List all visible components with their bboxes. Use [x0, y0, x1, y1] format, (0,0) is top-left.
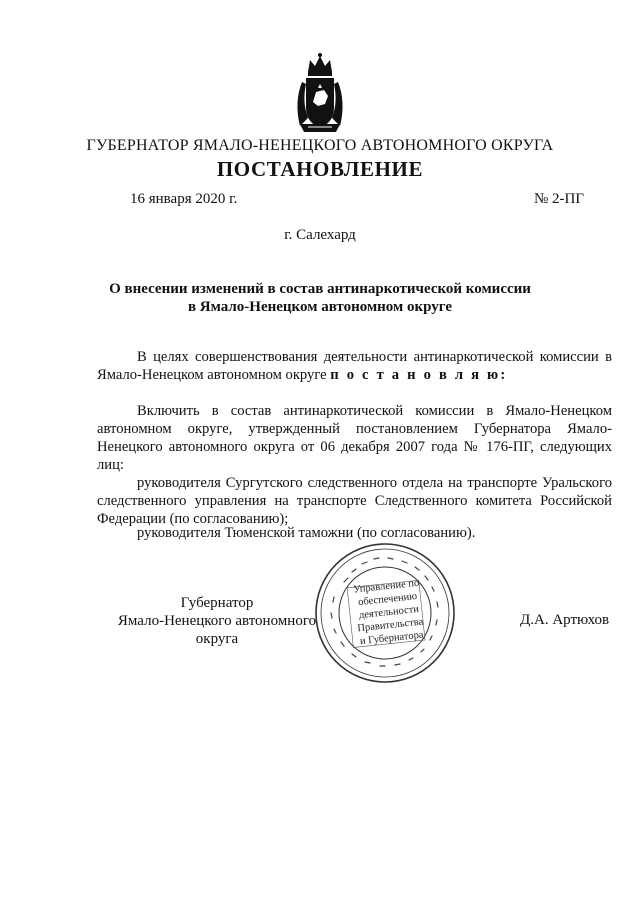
seal-line: и Губернатора — [359, 629, 424, 648]
list-item: руководителя Сургутского следственного отдела на транспорте Уральского следственного управления на транспорте Следственного комитета Российской Федерации (по согласованию); — [97, 475, 612, 527]
seal-line: обеспечению — [357, 591, 418, 609]
coat-of-arms-icon — [294, 52, 346, 136]
place-of-issue: г. Салехард — [284, 227, 356, 243]
list-item: руководителя Тюменской таможни (по согласованию). — [137, 525, 476, 541]
document-subject — [0, 280, 640, 316]
issuing-authority: ГУБЕРНАТОР ЯМАЛО-НЕНЕЦКОГО АВТОНОМНОГО ОКРУГА — [86, 137, 554, 154]
seal-line: Правительства — [356, 616, 424, 635]
seal-line: Управление по — [352, 577, 420, 596]
document-date: 16 января 2020 г. — [130, 191, 238, 207]
seal-text — [341, 575, 437, 649]
subject-line-1: О внесении изменений в состав антинаркотической комиссии — [109, 281, 531, 297]
preamble-paragraph — [97, 348, 612, 384]
decree-word: п о с т а н о в л я ю: — [330, 367, 508, 383]
signatory-title-line-1: Губернатор — [180, 595, 254, 611]
signatory-title — [97, 594, 337, 648]
document-type: ПОСТАНОВЛЕНИЕ — [216, 157, 424, 181]
inclusion-paragraph: Включить в состав антинаркотической комиссии в Ямало-Ненецком автономном округе, утвержденный постановлением Губернатора Ямало-Ненецкого автономного округа от 06 декабря 2007 года № 176-ПГ, следующих лиц: — [97, 403, 612, 473]
preamble-text: В целях совершенствования деятельности антинаркотической комиссии в Ямало-Ненецком автономном округе — [97, 349, 612, 383]
signatory-name: Д.А. Артюхов — [520, 612, 610, 628]
subject-line-2: в Ямало-Ненецком автономном округе — [187, 299, 453, 315]
document-number: № 2-ПГ — [533, 191, 584, 207]
seal-line: деятельности — [358, 603, 420, 622]
signatory-title-line-2: Ямало-Ненецкого автономного округа — [117, 613, 317, 647]
